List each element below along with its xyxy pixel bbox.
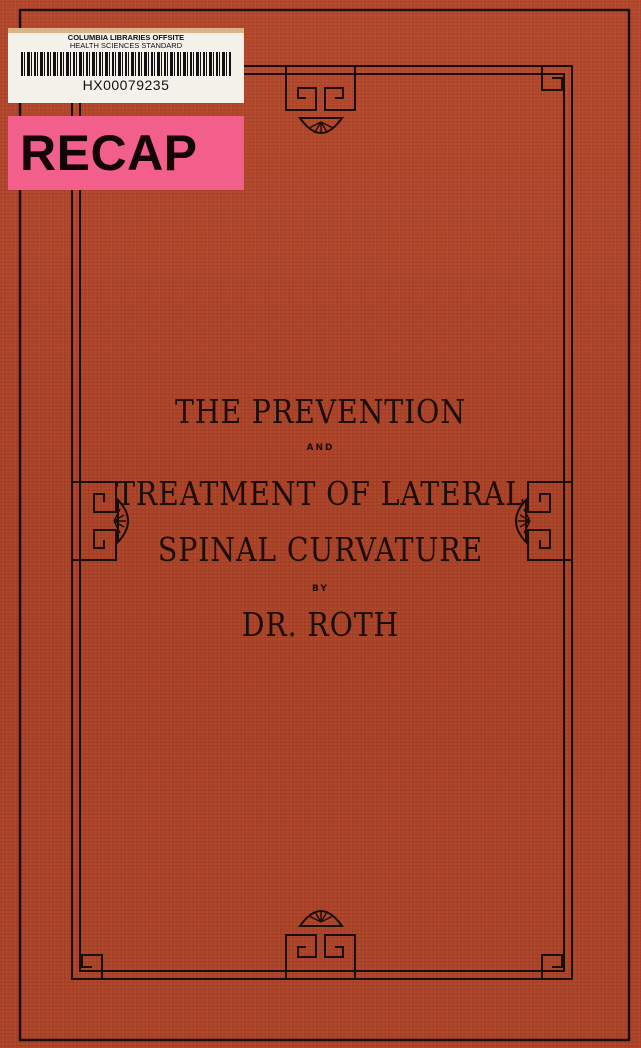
- library-collection: HEALTH SCIENCES STANDARD: [69, 41, 183, 50]
- author-name: DR. ROTH: [241, 605, 400, 644]
- library-institution: COLUMBIA LIBRARIES OFFSITE: [67, 33, 185, 42]
- title-line-3: SPINAL CURVATURE: [157, 530, 484, 569]
- title-and: AND: [306, 443, 335, 453]
- title-line-1: THE PREVENTION: [175, 392, 466, 431]
- recap-sticker: RECAP: [8, 116, 244, 190]
- library-barcode-label: [8, 28, 244, 103]
- title-line-2: TREATMENT OF LATERAL: [116, 474, 525, 513]
- barcode: [21, 52, 231, 76]
- author-by: BY: [312, 584, 329, 594]
- barcode-number: HX00079235: [82, 77, 170, 93]
